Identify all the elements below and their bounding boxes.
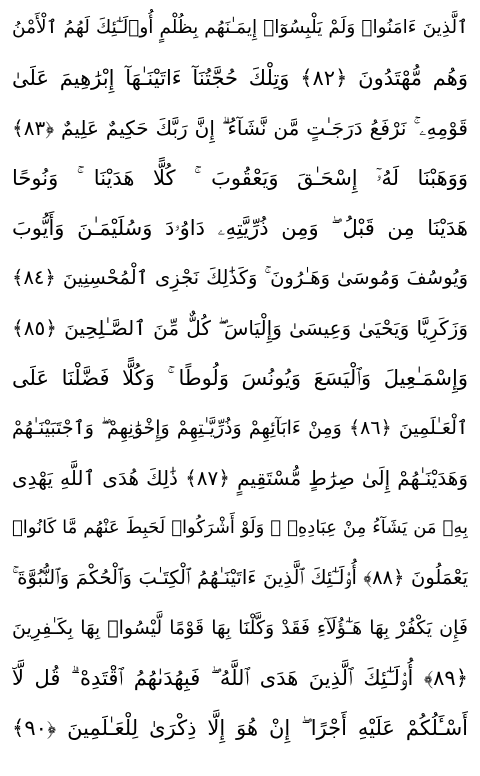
text-line: هَدَيْنَا مِن قَبْلُ ۖ وَمِن ذُرِّيَّتِهِۦ دَاوُۥدَ وَسُلَيْمَـٰنَ وَأَيُّوبَ bbox=[12, 216, 468, 240]
text-line: وَوَهَبْنَا لَهُۥٓ إِسْحَـٰقَ وَيَعْقُوبَ ۚ كُلًّا هَدَيْنَا ۚ وَنُوحًا bbox=[12, 166, 468, 190]
text-line: وَهُم مُّهْتَدُونَ ﴿٨٢﴾ وَتِلْكَ حُجَّتُنَآ ءَاتَيْنَـٰهَآ إِبْرَٰهِيمَ عَلَىٰ bbox=[12, 66, 468, 90]
text-line: ٱلَّذِينَ ءَامَنُوا۟ وَلَمْ يَلْبِسُوٓا۟ إِيمَـٰنَهُم بِظُلْمٍ أُو۟لَـٰٓئِكَ لَهُمُ ٱلْأَمْنُ bbox=[12, 17, 468, 38]
text-line: ٱلْعَـٰلَمِينَ ﴿٨٦﴾ وَمِنْ ءَابَآئِهِمْ وَذُرِّيَّـٰتِهِمْ وَإِخْوَٰنِهِمْ ۖ وَٱجْتَبَيْنَـٰهُمْ bbox=[12, 417, 468, 439]
text-line: ﴿٨٩﴾ أُو۟لَـٰٓئِكَ ٱلَّذِينَ هَدَى ٱللَّهُ ۖ فَبِهُدَىٰهُمُ ٱقْتَدِهْ ۗ قُل لَّآ bbox=[12, 666, 468, 690]
text-line: وَهَدَيْنَـٰهُمْ إِلَىٰ صِرَٰطٍ مُّسْتَقِيمٍ ﴿٨٧﴾ ذَٰلِكَ هُدَى ٱللَّهِ يَهْدِى bbox=[12, 466, 468, 490]
text-line: وَإِسْمَـٰعِيلَ وَٱلْيَسَعَ وَيُونُسَ وَلُوطًا ۚ وَكُلًّا فَضَّلْنَا عَلَى bbox=[12, 366, 468, 390]
text-line: فَإِن يَكْفُرْ بِهَا هَـٰٓؤُلَآءِ فَقَدْ وَكَّلْنَا بِهَا قَوْمًا لَّيْسُوا۟ بِهَا بِكَـٰفِرِينَ bbox=[12, 617, 468, 639]
text-line: وَيُوسُفَ وَمُوسَىٰ وَهَـٰرُونَ ۚ وَكَذَٰلِكَ نَجْزِى ٱلْمُحْسِنِينَ ﴿٨٤﴾ bbox=[12, 266, 468, 289]
text-line: وَزَكَرِيَّا وَيَحْيَىٰ وَعِيسَىٰ وَإِلْيَاسَ ۖ كُلٌّ مِّنَ ٱلصَّـٰلِحِينَ ﴿٨٥﴾ bbox=[12, 316, 468, 340]
text-line: قَوْمِهِۦ ۚ نَرْفَعُ دَرَجَـٰتٍ مَّن نَّشَآءُ ۗ إِنَّ رَبَّكَ حَكِيمٌ عَلِيمٌ ﴿٨٣﴾ bbox=[12, 116, 468, 140]
text-line: يَعْمَلُونَ ﴿٨٨﴾ أُو۟لَـٰٓئِكَ ٱلَّذِينَ ءَاتَيْنَـٰهُمُ ٱلْكِتَـٰبَ وَٱلْحُكْمَ وَٱلنُّبُوَّةَ ۚ bbox=[12, 566, 468, 589]
text-line: أَسْـَٔلُكُمْ عَلَيْهِ أَجْرًا ۖ إِنْ هُوَ إِلَّا ذِكْرَىٰ لِلْعَـٰلَمِينَ ﴿٩٠﴾ bbox=[12, 716, 468, 740]
text-line: بِهِۦ مَن يَشَآءُ مِنْ عِبَادِهِۦ ۚ وَلَوْ أَشْرَكُوا۟ لَحَبِطَ عَنْهُم مَّا كَانُوا۟ bbox=[12, 517, 468, 538]
